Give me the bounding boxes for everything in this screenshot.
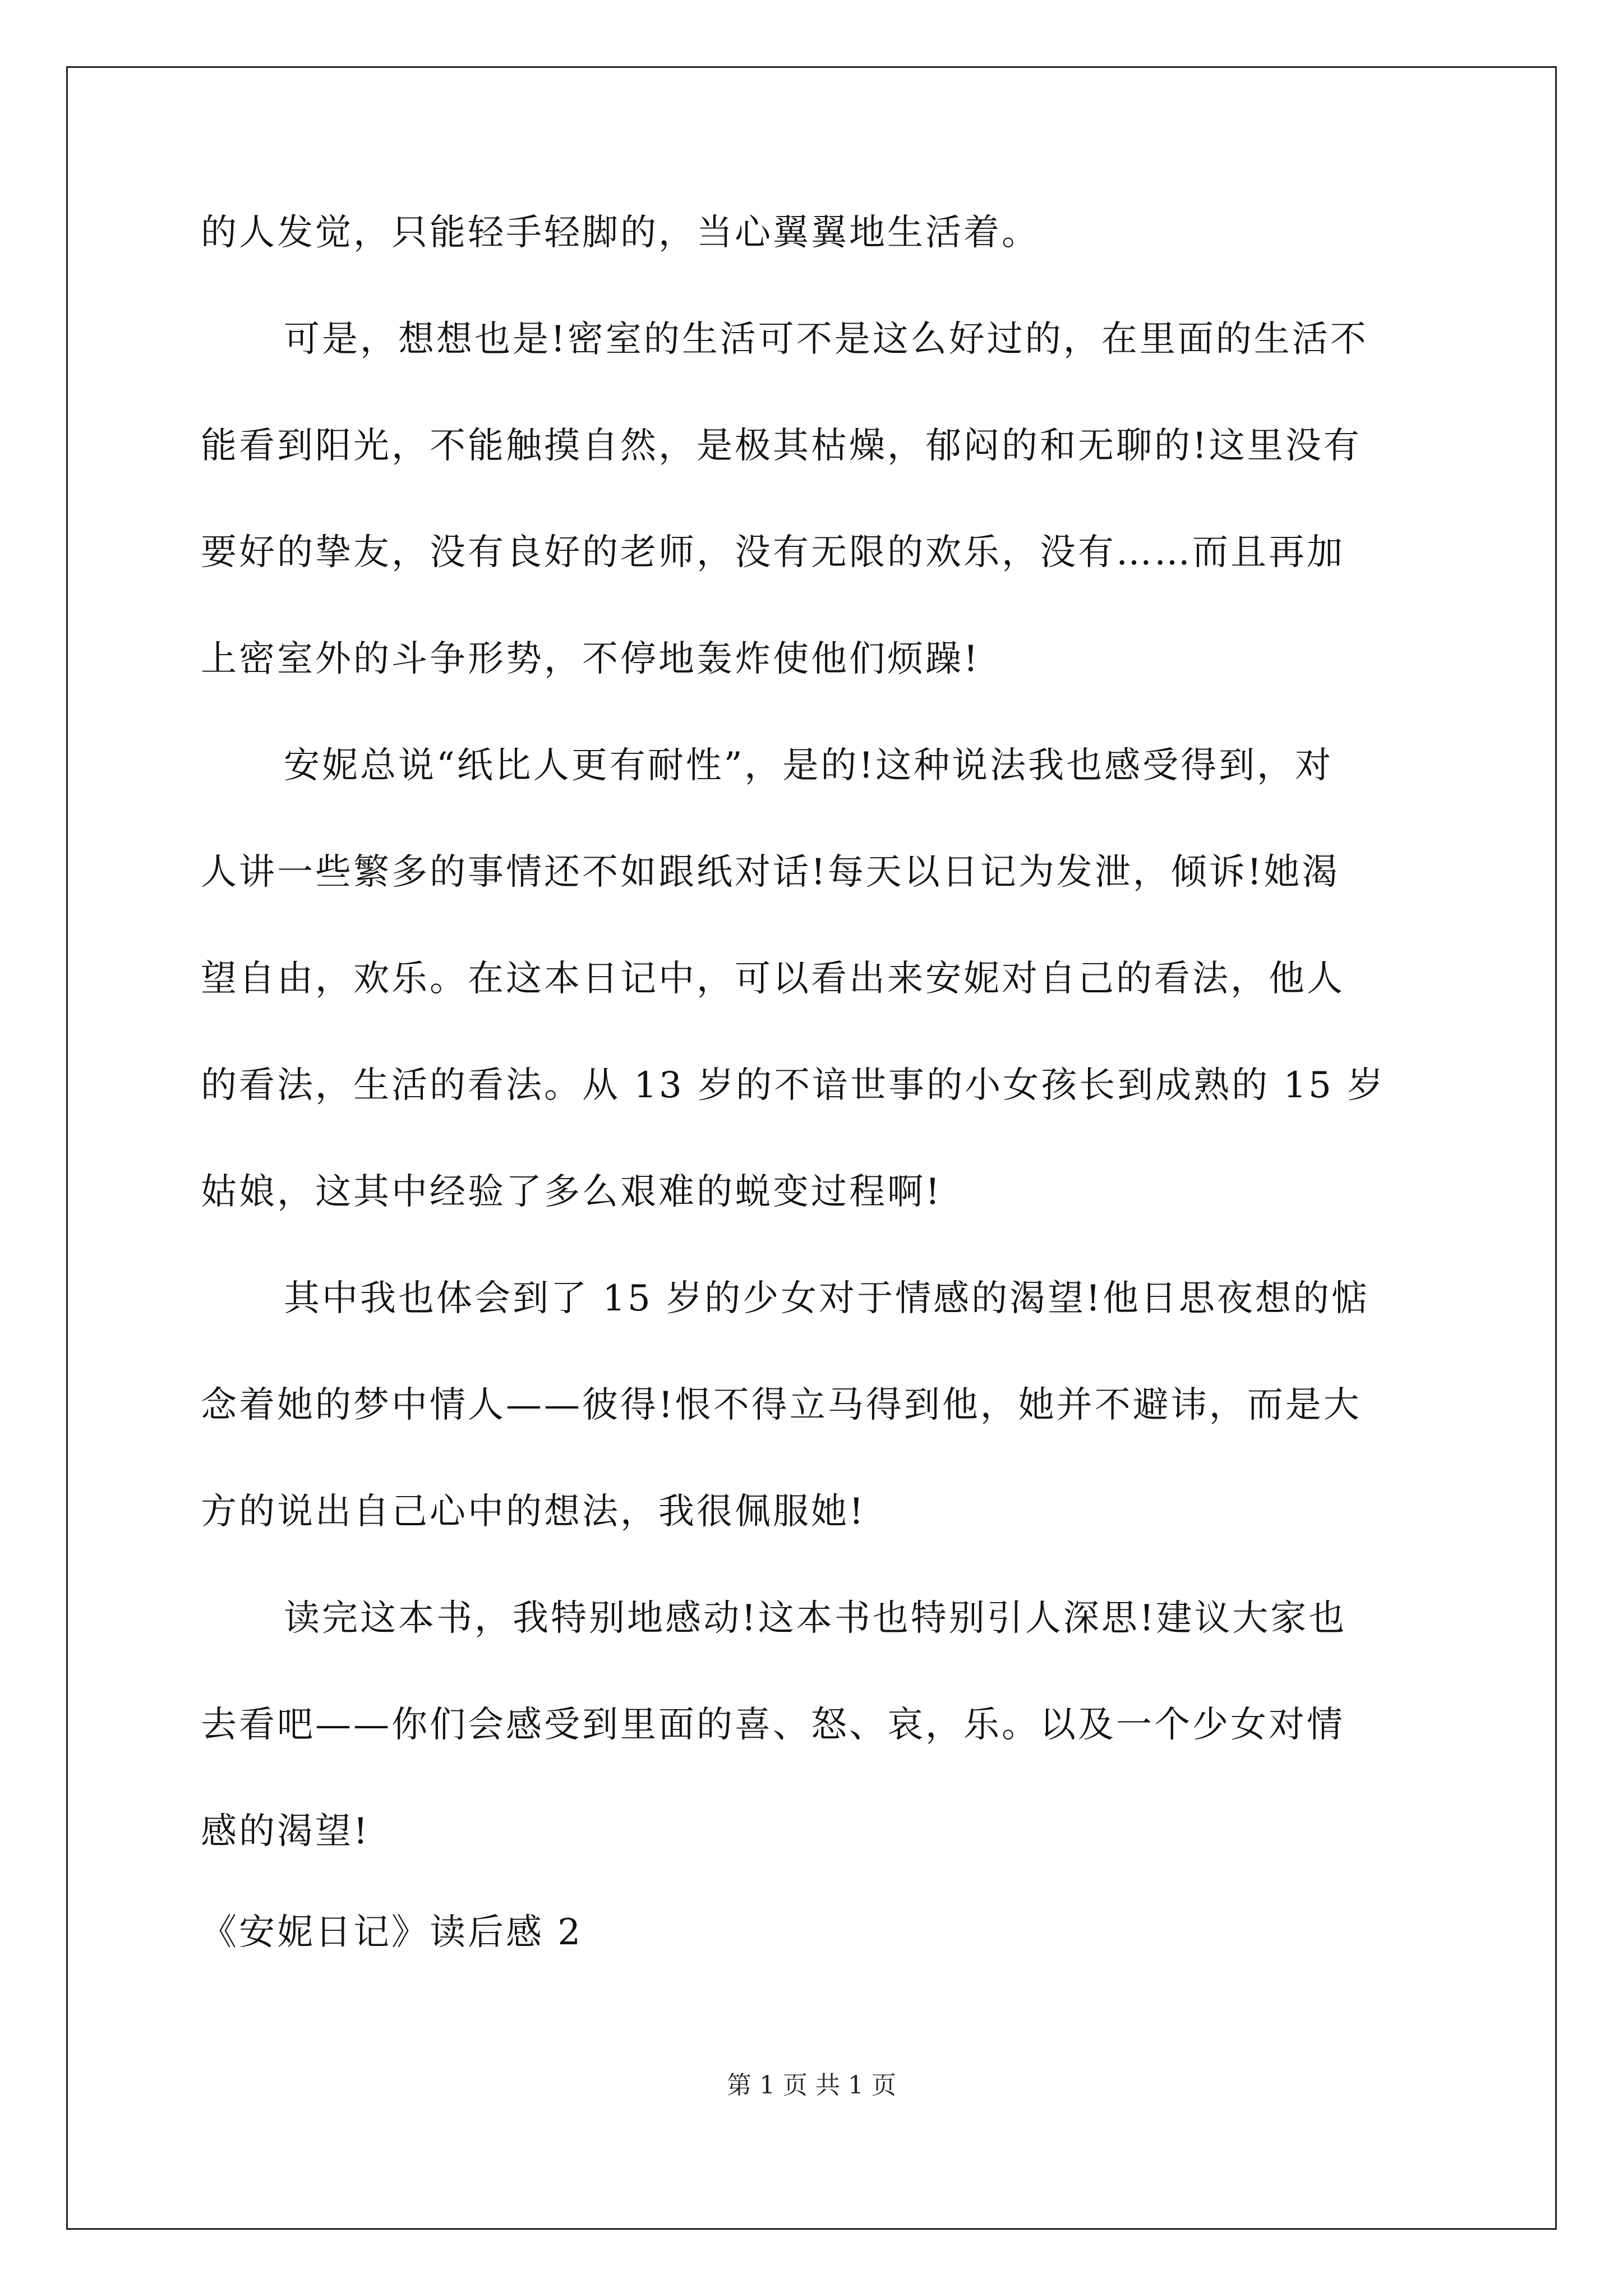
paragraph-start-line: 读完这本书，我特别地感动!这本书也特别引人深思!建议大家也 <box>284 1598 1347 1639</box>
text-line: 去看吧——你们会感受到里面的喜、怒、哀，乐。以及一个少女对情 <box>201 1704 1345 1746</box>
text-line: 的人发觉，只能轻手轻脚的，当心翼翼地生活着。 <box>201 212 1040 254</box>
text-line: 念着她的梦中情人——彼得!恨不得立马得到他，她并不避讳，而是大 <box>201 1384 1362 1426</box>
text-line: 人讲一些繁多的事情还不如跟纸对话!每天以日记为发泄，倾诉!她渴 <box>201 852 1340 893</box>
text-line: 姑娘，这其中经验了多么艰难的蜕变过程啊! <box>201 1171 942 1213</box>
paragraph-start-line: 可是，想想也是!密室的生活可不是这么好过的，在里面的生活不 <box>284 319 1368 360</box>
text-line: 望自由，欢乐。在这本日记中，可以看出来安妮对自己的看法，他人 <box>201 958 1345 1000</box>
text-line: 感的渴望! <box>201 1811 370 1852</box>
paragraph-start-line: 安妮总说“纸比人更有耐性”，是的!这种说法我也感受得到，对 <box>284 745 1334 786</box>
text-line: 上密室外的斗争形势，不停地轰炸使他们烦躁! <box>201 638 980 680</box>
page-number-footer: 第 1 页 共 1 页 <box>727 2071 896 2100</box>
text-line: 方的说出自己心中的想法，我很佩服她! <box>201 1491 866 1533</box>
text-line: 要好的挚友，没有良好的老师，没有无限的欢乐，没有……而且再加 <box>201 532 1345 573</box>
text-line: 的看法，生活的看法。从 13 岁的不谙世事的小女孩长到成熟的 15 岁 <box>201 1065 1386 1106</box>
text-line: 能看到阳光，不能触摸自然，是极其枯燥，郁闷的和无聊的!这里没有 <box>201 425 1362 467</box>
section-heading: 《安妮日记》读后感 2 <box>201 1912 583 1953</box>
paragraph-start-line: 其中我也体会到了 15 岁的少女对于情感的渴望!他日思夜想的惦 <box>284 1278 1370 1319</box>
